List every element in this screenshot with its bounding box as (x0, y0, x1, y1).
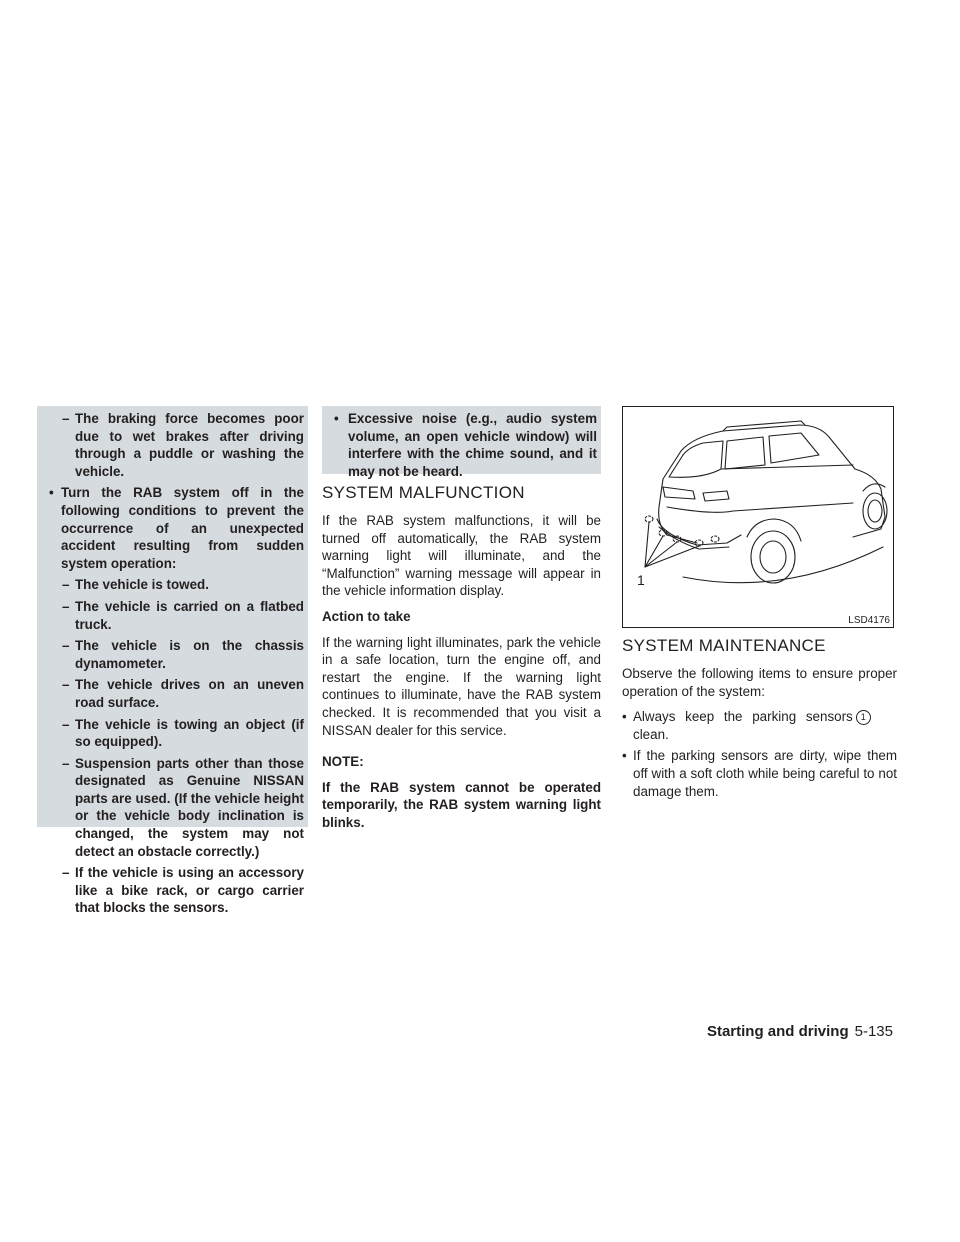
page-footer (707, 1023, 893, 1040)
section-heading: SYSTEM MAINTENANCE (622, 636, 826, 655)
list-item: – The vehicle is carried on a flatbed truck. (62, 598, 304, 632)
list-item: – The vehicle is towing an object (if so equipped). (62, 716, 304, 750)
list-item: – The vehicle is on the chassis dynamometer. (62, 638, 304, 671)
malfunction-section (322, 483, 601, 840)
callout-number: 1 (856, 710, 871, 725)
vehicle-figure (622, 406, 894, 628)
paragraph: Observe the following items to ensure proper operation of the system: (622, 666, 897, 699)
paragraph: If the warning light illuminates, park the vehicle in a safe location, turn the engine off, and restart the engine. If the warning light continues to illuminate, have the RAB system checked. It is recommended that you visit a NISSAN dealer for this service. (322, 634, 601, 738)
page-number: 5-135 (854, 1023, 893, 1040)
warning-box-middle (322, 406, 601, 479)
list-item: • If the parking sensors are dirty, wipe them off with a soft cloth while being careful to not damage them. (622, 748, 897, 799)
section-heading: SYSTEM MALFUNCTION (322, 483, 525, 502)
note-label: NOTE: (322, 754, 364, 770)
footer-section-title: Starting and driving (706, 1023, 849, 1040)
warning-box-left (37, 406, 308, 916)
list-item: – Suspension parts other than those designated as Genuine NISSAN parts are used. (If the vehicle height or the vehicle body inclination is changed, the system may not detect an obstacle correctly.) (62, 755, 304, 859)
list-item: • Excessive noise (e.g., audio system volume, an open vehicle window) will interfere with the chime sound, and it may not be heard. (334, 411, 597, 479)
subheading: Action to take (322, 608, 411, 624)
list-item: – The vehicle is towed. (62, 577, 209, 593)
list-item: – The vehicle drives on an uneven road surface. (62, 677, 304, 710)
figure-code: LSD4176 (848, 615, 890, 626)
list-item: – The braking force becomes poor due to wet brakes after driving through a puddle or washing the vehicle. (62, 411, 304, 479)
rear-suv-parking-sensors-icon (623, 407, 893, 627)
paragraph: If the RAB system malfunctions, it will be turned off automatically, the RAB system warning light will illuminate, and the “Malfunction” warning message will appear in the vehicle information display. (322, 513, 601, 599)
callout-number: 1 (637, 572, 645, 588)
list-item: – If the vehicle is using an accessory like a bike rack, or cargo carrier that blocks the sensors. (62, 865, 304, 916)
note-text: If the RAB system cannot be operated temporarily, the RAB system warning light blinks. (322, 779, 601, 830)
list-item: • Always keep the parking sensors 1 clean. (622, 708, 897, 743)
list-item: • Turn the RAB system off in the following conditions to prevent the occurrence of an unexpected accident resulting from sudden system operation: (49, 485, 304, 571)
maintenance-section (622, 636, 897, 804)
